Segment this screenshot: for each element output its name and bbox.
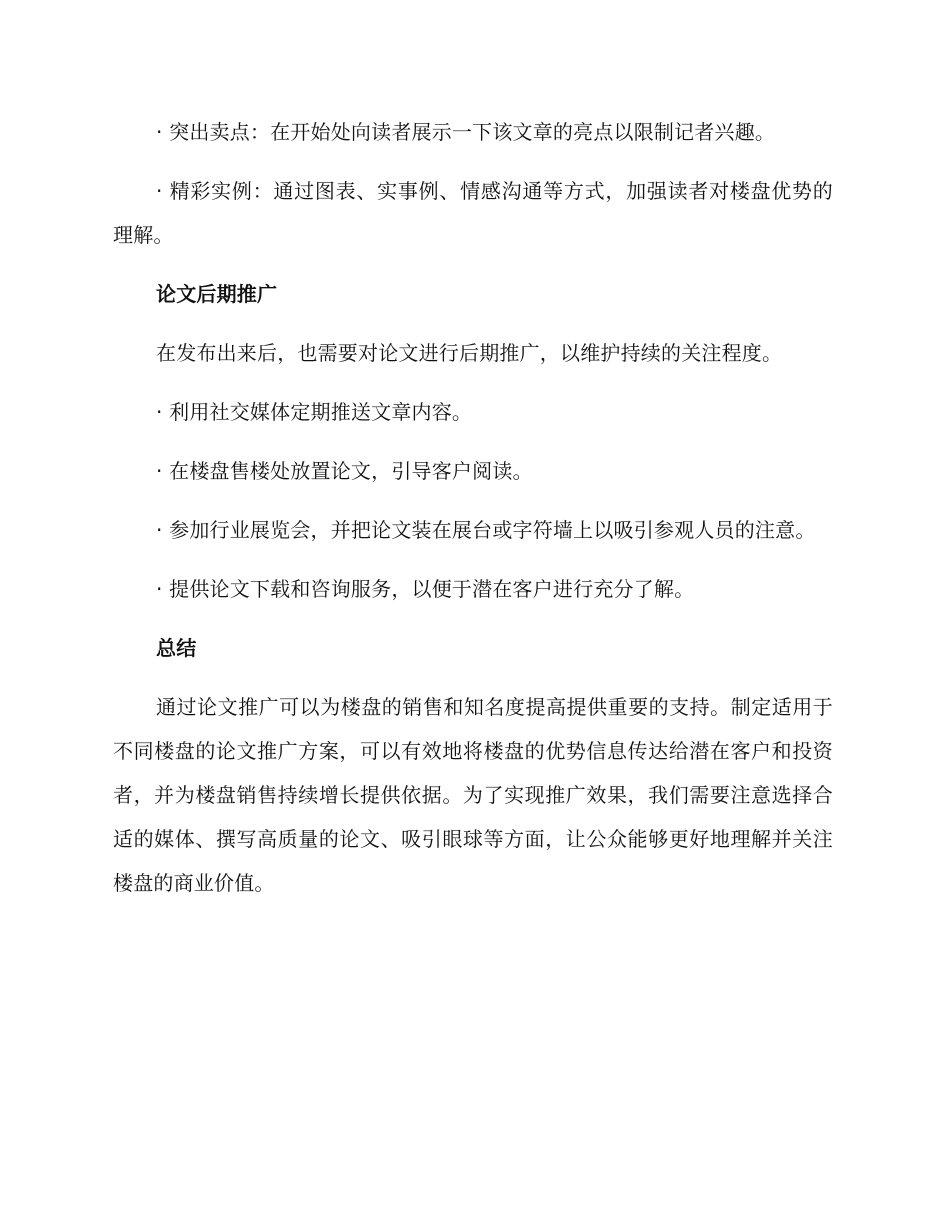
bullet-exhibitions: · 参加行业展览会，并把论文装在展台或字符墙上以吸引参观人员的注意。 [156, 518, 816, 542]
document-page [113, 110, 833, 920]
bullet-social-media: · 利用社交媒体定期推送文章内容。 [156, 400, 473, 424]
bullet-download-consulting: · 提供论文下载和咨询服务，以便于潜在客户进行充分了解。 [156, 577, 695, 601]
section-heading-summary: 总结 [156, 636, 197, 660]
paragraph-summary: 通过论文推广可以为楼盘的销售和知名度提高提供重要的支持。制定适用于不同楼盘的论文推广方案，可以有效地将楼盘的优势信息传达给潜在客户和投资者，并为楼盘销售持续增长提供依据。为了实现推广效果，我们需要注意选择合适的媒体、撰写高质量的论文、吸引眼球等方面，让公众能够更好地理解并关注楼盘的商业价值。 [113, 695, 833, 895]
bullet-sales-office: · 在楼盘售楼处放置论文，引导客户阅读。 [156, 459, 533, 483]
paragraph-later-promotion-intro: 在发布出来后，也需要对论文进行后期推广，以维护持续的关注程度。 [156, 341, 783, 365]
section-heading-later-promotion: 论文后期推广 [156, 282, 278, 306]
bullet-highlight-selling-points: · 突出卖点：在开始处向读者展示一下该文章的亮点以限制记者兴趣。 [156, 120, 776, 144]
bullet-great-examples: · 精彩实例：通过图表、实事例、情感沟通等方式，加强读者对楼盘优势的理解。 [113, 179, 833, 247]
